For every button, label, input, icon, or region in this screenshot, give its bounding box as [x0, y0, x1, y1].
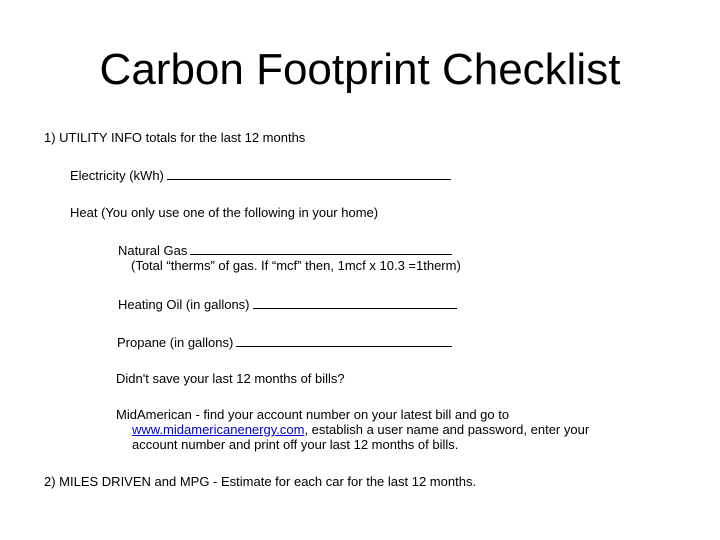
- natural-gas-row: [118, 242, 452, 258]
- propane-blank-field[interactable]: [236, 334, 452, 347]
- midamerican-link[interactable]: www.midamericanenergy.com: [132, 422, 305, 437]
- propane-label: Propane (in gallons): [117, 335, 234, 350]
- natural-gas-blank-field[interactable]: [190, 242, 452, 255]
- midamerican-line-2: [132, 422, 589, 437]
- midamerican-line-3: account number and print off your last 12 months of bills.: [132, 437, 459, 452]
- electricity-row: [70, 167, 451, 183]
- no-bills-question: Didn't save your last 12 months of bills?: [116, 371, 345, 386]
- propane-row: [117, 334, 452, 350]
- section-1-heading: 1) UTILITY INFO totals for the last 12 months: [44, 130, 306, 145]
- electricity-label: Electricity (kWh): [70, 168, 164, 183]
- heat-label: Heat (You only use one of the following in your home): [70, 205, 379, 220]
- midamerican-line-2-text: , establish a user name and password, enter your: [304, 422, 590, 437]
- heating-oil-row: [118, 296, 457, 312]
- natural-gas-label: Natural Gas: [118, 243, 188, 258]
- electricity-blank-field[interactable]: [167, 167, 451, 180]
- page-title: Carbon Footprint Checklist: [99, 45, 621, 94]
- natural-gas-note: (Total “therms” of gas. If “mcf” then, 1mcf x 10.3 =1therm): [131, 258, 461, 273]
- heating-oil-blank-field[interactable]: [253, 296, 457, 309]
- heating-oil-label: Heating Oil (in gallons): [118, 297, 250, 312]
- midamerican-line-1: MidAmerican - find your account number on your latest bill and go to: [116, 407, 510, 422]
- section-2-heading: 2) MILES DRIVEN and MPG - Estimate for each car for the last 12 months.: [44, 474, 477, 489]
